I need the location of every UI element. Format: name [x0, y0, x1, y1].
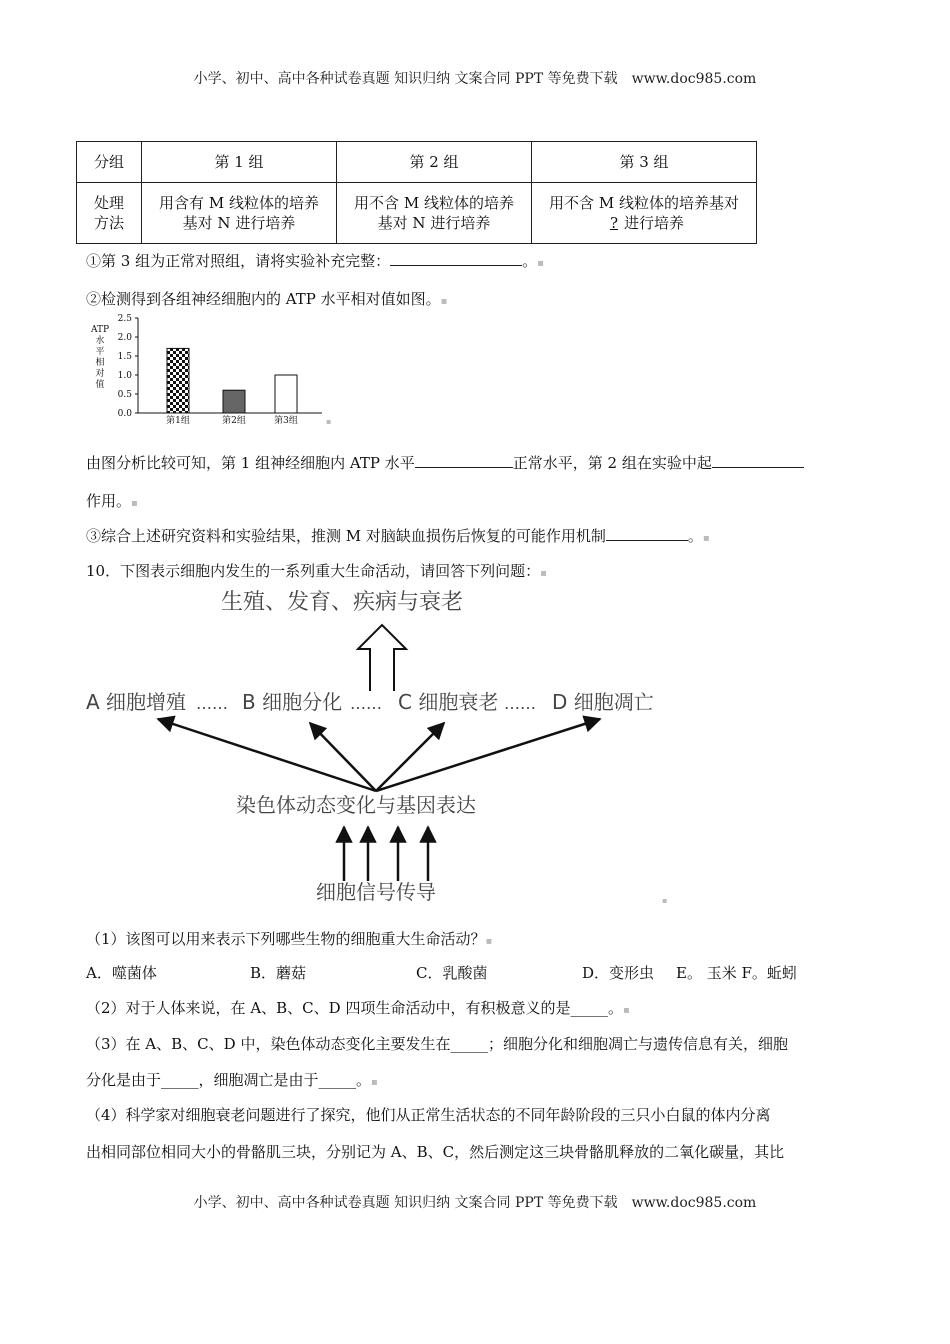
svg-text:……: ……: [196, 694, 228, 713]
y-tick-label: 2.5: [117, 314, 132, 324]
y-tick-label: 2.0: [117, 333, 132, 343]
sub-question-3b: 分化是由于_____，细胞凋亡是由于_____。▪: [86, 1071, 378, 1089]
x-tick-label: 第1组: [166, 416, 190, 426]
stage-d-label: D 细胞凋亡: [552, 690, 654, 714]
y-axis-label-char: 值: [95, 380, 105, 390]
sub-question-4a: （4）科学家对细胞衰老问题进行了探究，他们从正常生活状态的不同年龄阶段的三只小白鼠的体内分离: [86, 1106, 771, 1124]
option-ef[interactable]: E。 玉米 F。蚯蚓: [676, 964, 797, 982]
svg-text:……: ……: [504, 694, 536, 713]
answer-blank: [415, 453, 513, 468]
header-site: www.doc985.com: [631, 71, 757, 87]
sub-question-4b: 出相同部位相同大小的骨骼肌三块，分别记为 A、B、C，然后测定这三块骨骼肌释放的二氧化碳量，其比: [86, 1143, 785, 1161]
header-text: 小学、初中、高中各种试卷真题 知识归纳 文案合同 PPT 等免费下载: [193, 71, 618, 87]
cell-life-diagram: [86, 585, 686, 910]
option-c[interactable]: C．乳酸菌: [416, 964, 488, 982]
svg-text:▪: ▪: [662, 896, 668, 905]
table-header-cell: 第 3 组: [532, 142, 757, 183]
stage-c-label: C 细胞衰老: [398, 690, 499, 714]
table-row: [77, 183, 757, 244]
table-header-cell: 分组: [77, 142, 142, 183]
option-a[interactable]: A．噬菌体: [86, 964, 157, 982]
analysis-line-2: 作用。▪: [86, 492, 138, 510]
blank-mark: ?: [609, 214, 619, 232]
footer-text: 小学、初中、高中各种试卷真题 知识归纳 文案合同 PPT 等免费下载: [193, 1195, 618, 1211]
arrow-to-a: [158, 719, 376, 791]
arrow-to-d: [376, 719, 600, 791]
bottom-label: 细胞信号传导: [316, 880, 436, 904]
y-axis-label-char: 水: [95, 336, 105, 346]
center-label: 染色体动态变化与基因表达: [236, 793, 476, 817]
table-row-label: 处理 方法: [77, 183, 142, 244]
page-footer: [0, 1192, 950, 1212]
hollow-up-arrow: [358, 625, 406, 691]
atp-bar-chart: [86, 312, 336, 430]
answer-blank: [712, 453, 804, 468]
y-axis-label-char: 相: [95, 358, 105, 368]
stage-b-label: B 细胞分化: [242, 690, 343, 714]
bar-3: [275, 375, 297, 413]
table-header-row: [77, 142, 757, 183]
y-axis-label-char: 平: [95, 347, 105, 357]
table-header-cell: 第 1 组: [142, 142, 337, 183]
answer-blank: [390, 251, 522, 266]
table-cell: 用不含 M 线粒体的培养 基对 N 进行培养: [337, 183, 532, 244]
experiment-table: [76, 141, 757, 244]
sub-question-2: （2）对于人体来说，在 A、B、C、D 四项生命活动中，有积极意义的是_____。▪: [86, 999, 630, 1017]
bar-2: [223, 390, 245, 413]
table-cell: 用含有 M 线粒体的培养 基对 N 进行培养: [142, 183, 337, 244]
stage-a-label: A 细胞增殖: [86, 690, 187, 714]
bar-1: [167, 348, 189, 413]
question-1: ①第 3 组为正常对照组，请将实验补充完整： 。▪: [86, 252, 544, 270]
y-axis-label-char: ATP: [90, 325, 110, 335]
question-3: ③综合上述研究资料和实验结果，推测 M 对脑缺血损伤后恢复的可能作用机制 。▪: [86, 527, 710, 545]
table-cell: 用不含 M 线粒体的培养基对 ? 进行培养: [532, 183, 757, 244]
y-axis-label-char: 对: [95, 369, 105, 379]
option-b[interactable]: B．蘑菇: [250, 964, 307, 982]
y-tick-label: 1.0: [117, 371, 132, 381]
diagram-top-label: 生殖、发育、疾病与衰老: [220, 590, 464, 615]
svg-text:▪: ▪: [326, 417, 332, 426]
option-d[interactable]: D．变形虫: [582, 964, 655, 982]
x-tick-label: 第3组: [274, 416, 298, 426]
y-tick-label: 0.5: [117, 390, 132, 400]
analysis-line: 由图分析比较可知，第 1 组神经细胞内 ATP 水平 正常水平，第 2 组在实验中起: [86, 452, 804, 473]
sub-question-1: （1）该图可以用来表示下列哪些生物的细胞重大生命活动？▪: [86, 930, 493, 948]
y-tick-label: 0.0: [117, 409, 132, 419]
table-header-cell: 第 2 组: [337, 142, 532, 183]
y-tick-label: 1.5: [117, 352, 132, 362]
footer-site: www.doc985.com: [631, 1195, 757, 1211]
svg-text:……: ……: [350, 694, 382, 713]
x-tick-label: 第2组: [222, 416, 246, 426]
question-2: ②检测得到各组神经细胞内的 ATP 水平相对值如图。▪: [86, 290, 448, 308]
page-header: [0, 68, 950, 88]
sub-question-3a: （3）在 A、B、C、D 中，染色体动态变化主要发生在_____；细胞分化和细胞凋亡与遗传信息有关，细胞: [86, 1035, 788, 1053]
question-10: 10．下图表示细胞内发生的一系列重大生命活动，请回答下列问题：▪: [86, 562, 547, 580]
answer-blank: [606, 526, 688, 541]
